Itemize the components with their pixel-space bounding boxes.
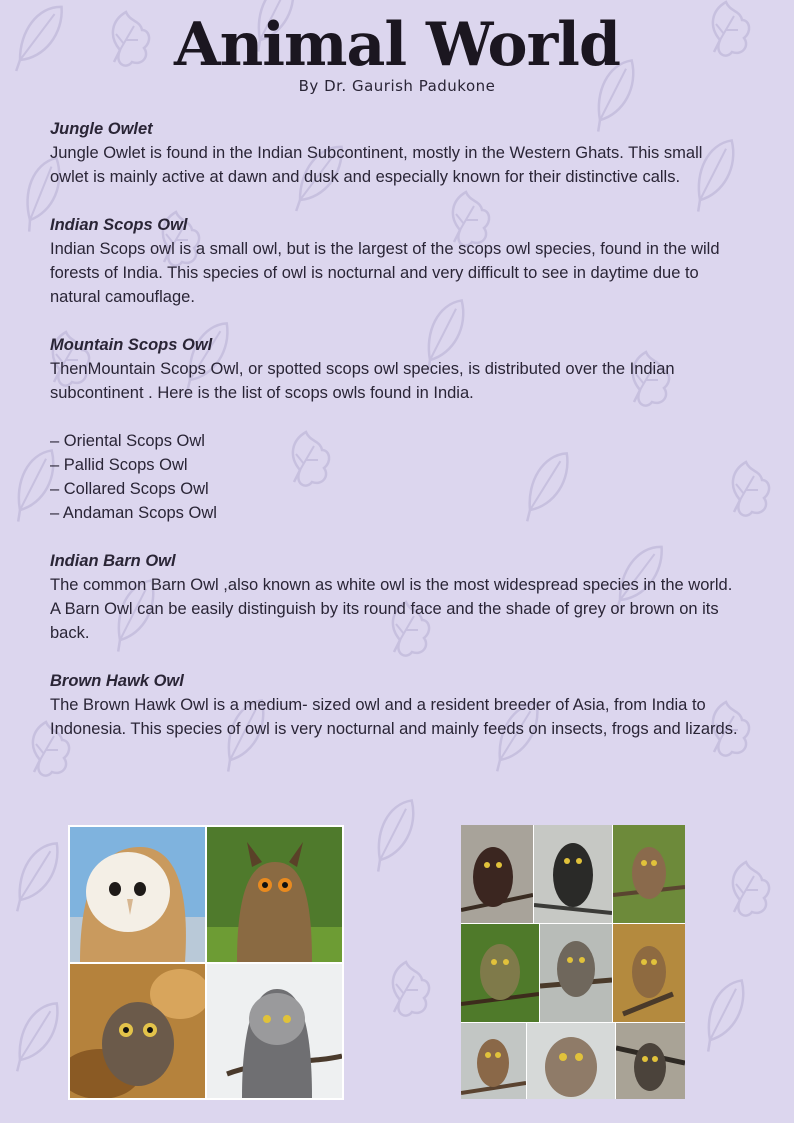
owlet-photo (527, 1023, 615, 1099)
pygmy-owl-photo (70, 964, 205, 1098)
owlet-photo (461, 924, 539, 1022)
owlet-photo (534, 825, 612, 923)
section-title: Brown Hawk Owl (50, 672, 184, 690)
section-title: Indian Barn Owl (50, 552, 176, 570)
owlet-photo (613, 924, 685, 1022)
section-title: Indian Scops Owl (50, 216, 188, 234)
owlet-photo (613, 825, 685, 923)
owlet-photo (616, 1023, 685, 1099)
section-text: The Brown Hawk Owl is a medium- sized owl and a resident breeder of Asia, from India to Indonesia. This species of owl is very nocturnal and mainly feeds on insects, frogs and lizards. (50, 696, 738, 738)
great-grey-owl-photo (207, 964, 342, 1098)
author-byline: By Dr. Gaurish Padukone (298, 77, 496, 95)
list-item: – Andaman Scops Owl (50, 504, 217, 522)
section-text: Jungle Owlet is found in the Indian Subcontinent, mostly in the Western Ghats. This small owlet is mainly active at dawn and dusk and especially known for their distinctive calls. (50, 144, 703, 186)
section-title: Jungle Owlet (50, 120, 153, 138)
owlet-photo (461, 825, 533, 923)
owlet-photo (540, 924, 612, 1022)
page-title: Animal World (174, 10, 620, 80)
scops-owl-list (50, 429, 740, 525)
section-text: Indian Scops owl is a small owl, but is the largest of the scops owl species, found in the wild forests of India. This species of owl is nocturnal and very difficult to see in daytime due to natural camouflage. (50, 240, 720, 306)
section-jungle-owlet (50, 117, 740, 189)
list-item: – Oriental Scops Owl (50, 432, 205, 450)
section-indian-barn-owl (50, 549, 740, 645)
list-item: – Collared Scops Owl (50, 480, 209, 498)
section-brown-hawk-owl (50, 669, 740, 741)
eagle-owl-photo (207, 827, 342, 962)
section-mountain-scops-owl (50, 333, 740, 405)
barn-owl-photo (70, 827, 205, 962)
owlet-photo (461, 1023, 526, 1099)
article-body (50, 117, 740, 765)
section-text: The common Barn Owl ,also known as white owl is the most widespread species in the world. A Barn Owl can be easily distinguish by its round face and the shade of grey or brown on its back. (50, 576, 733, 642)
section-text: ThenMountain Scops Owl, or spotted scops owl species, is distributed over the Indian subcontinent . Here is the list of scops owls found in India. (50, 360, 675, 402)
owl-photo-collage-left (68, 825, 344, 1100)
list-item: – Pallid Scops Owl (50, 456, 188, 474)
section-indian-scops-owl (50, 213, 740, 309)
section-title: Mountain Scops Owl (50, 336, 213, 354)
owl-photo-collage-right (461, 825, 685, 1099)
